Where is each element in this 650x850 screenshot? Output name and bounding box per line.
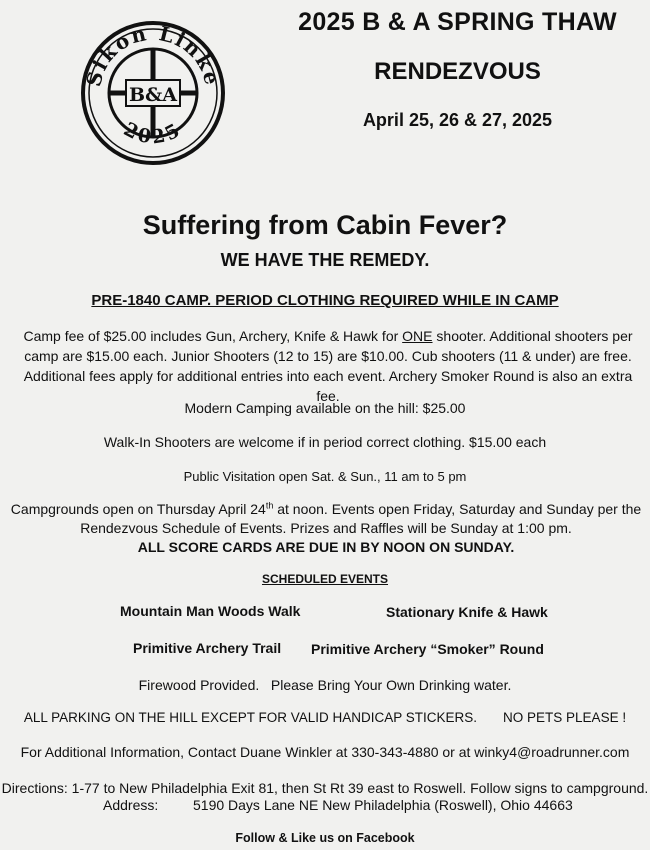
facebook-follow: Follow & Like us on Facebook — [235, 831, 415, 845]
campgrounds-paragraph — [10, 500, 642, 557]
no-pets-text: NO PETS PLEASE ! — [503, 710, 627, 725]
camp-rule: PRE-1840 CAMP. PERIOD CLOTHING REQUIRED WHILE IN CAMP — [91, 292, 559, 309]
title-line-2: RENDEZVOUS — [374, 58, 541, 85]
campgrounds-text-2: at noon. Events open Friday, Saturday and Sunday per the Rendezvous Schedule of Events. Prizes and Raffles will be Sunday at 1:00 pm. — [80, 501, 642, 536]
parking-text: ALL PARKING ON THE HILL EXCEPT FOR VALID HANDICAP STICKERS. — [23, 710, 478, 725]
fees-paragraph — [12, 326, 644, 406]
modern-camping: Modern Camping available on the hill: $25.00 — [184, 400, 466, 416]
score-cards-notice: ALL SCORE CARDS ARE DUE IN BY NOON ON SUNDAY. — [137, 539, 515, 555]
logo-center-text: B&A — [129, 84, 177, 106]
scheduled-events-heading: SCHEDULED EVENTS — [261, 572, 389, 586]
event-item: Primitive Archery Trail — [133, 640, 282, 656]
title-line-1: 2025 B & A SPRING THAW — [298, 8, 617, 36]
fees-text-1: Camp fee of $25.00 includes Gun, Archery, Knife & Hawk for — [23, 328, 403, 344]
campgrounds-sup: th — [265, 500, 274, 511]
logo-year: 2025 — [120, 118, 186, 149]
contact-info: For Additional Information, Contact Duane Winkler at 330-343-4880 or at winky4@roadrunner.com — [20, 744, 630, 760]
event-item: Mountain Man Woods Walk — [120, 603, 301, 619]
logo-ring-text: Sikon Linke — [81, 20, 225, 89]
walk-in-shooters: Walk-In Shooters are welcome if in period correct clothing. $15.00 each — [103, 434, 547, 450]
parking-note — [0, 710, 650, 725]
headline: Suffering from Cabin Fever? — [142, 210, 508, 240]
address-label: Address: — [103, 797, 159, 813]
event-item: Stationary Knife & Hawk — [386, 604, 548, 620]
rendezvous-logo — [78, 18, 228, 168]
campgrounds-text-1: Campgrounds open on Thursday April 24 — [10, 501, 266, 517]
event-dates: April 25, 26 & 27, 2025 — [362, 110, 553, 130]
address: 5190 Days Lane NE New Philadelphia (Roswell), Ohio 44663 — [193, 797, 573, 813]
event-item: Primitive Archery “Smoker” Round — [311, 641, 544, 657]
subheadline: WE HAVE THE REMEDY. — [220, 250, 430, 270]
firewood-water-note: Firewood Provided. Please Bring Your Own Drinking water. — [138, 677, 512, 693]
fees-text-2: shooter. Additional shooters per camp are $15.00 each. Junior Shooters (12 to 15) are $10.00. Cub shooters (11 & under) are free. Additional fees apply for additional entries into each event. Archery Smoker Round is also an extra fee. — [23, 328, 633, 404]
fees-emphasis: ONE — [402, 328, 433, 344]
directions: Directions: 1-77 to New Philadelphia Exit 81, then St Rt 39 east to Roswell. Follow signs to campground. — [1, 780, 649, 796]
public-visitation: Public Visitation open Sat. & Sun., 11 am to 5 pm — [183, 469, 467, 484]
